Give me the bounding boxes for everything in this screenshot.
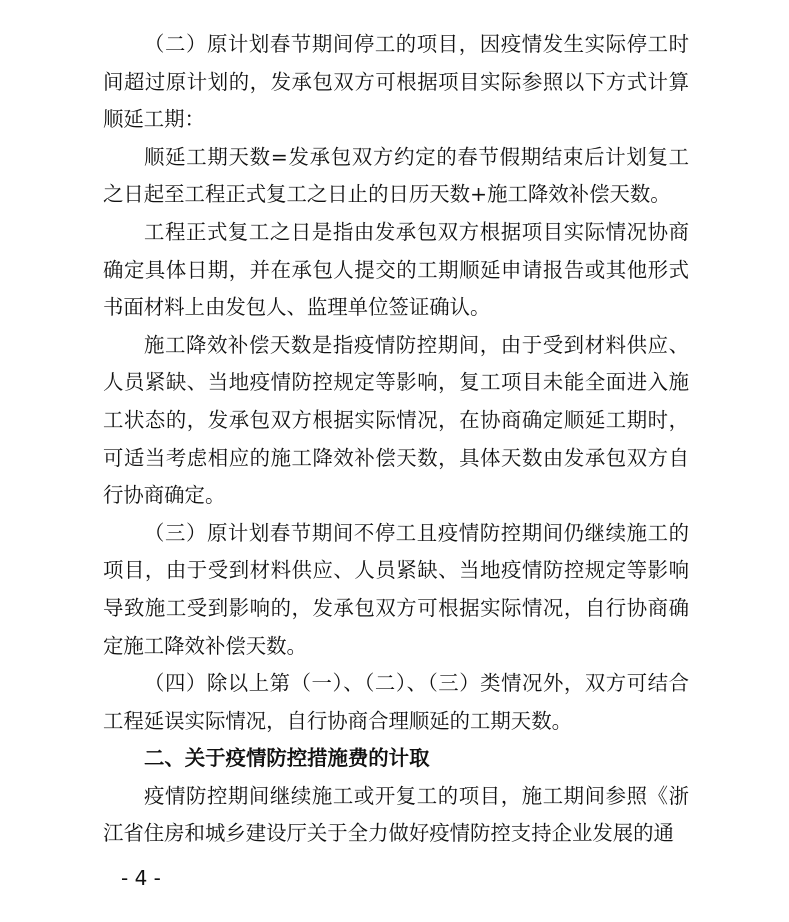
paragraph-resumption-date: 工程正式复工之日是指由发承包双方根据项目实际情况协商确定具体日期，并在承包人提交的工期顺延申请报告或其他形式书面材料上由发包人、监理单位签证确认。 xyxy=(103,219,689,320)
page-number: - 4 - xyxy=(121,866,161,890)
paragraph-item-2-delay: （二）原计划春节期间停工的项目，因疫情发生实际停工时间超过原计划的，发承包双方可根据项目实际参照以下方式计算顺延工期： xyxy=(103,32,689,132)
page-body xyxy=(103,26,689,853)
section-heading: 二、关于疫情防控措施费的计取 xyxy=(144,746,430,771)
paragraph-item-3-continuous: （三）原计划春节期间不停工且疫情防控期间仍继续施工的项目，由于受到材料供应、人员紧缺、当地疫情防控规定等影响导致施工受到影响的，发承包双方可根据实际情况，自行协商确定施工降效补偿天数。 xyxy=(103,520,689,658)
paragraph-item-4-other: （四）除以上第（一）、（二）、（三）类情况外，双方可结合工程延误实际情况，自行协商合理顺延的工期天数。 xyxy=(103,671,689,733)
paragraph-delay-formula: 顺延工期天数=发承包双方约定的春节假期结束后计划复工之日起至工程正式复工之日止的日历天数+施工降效补偿天数。 xyxy=(103,144,689,207)
paragraph-prevention-fee: 疫情防控期间继续施工或开复工的项目，施工期间参照《浙江省住房和城乡建设厅关于全力做好疫情防控支持企业发展的通 xyxy=(103,783,689,846)
paragraph-compensation-days: 施工降效补偿天数是指疫情防控期间，由于受到材料供应、人员紧缺、当地疫情防控规定等影响，复工项目未能全面进入施工状态的，发承包双方根据实际情况，在协商确定顺延工期时，可适当考虑相应的施工降效补偿天数，具体天数由发承包双方自行协商确定。 xyxy=(103,332,689,508)
